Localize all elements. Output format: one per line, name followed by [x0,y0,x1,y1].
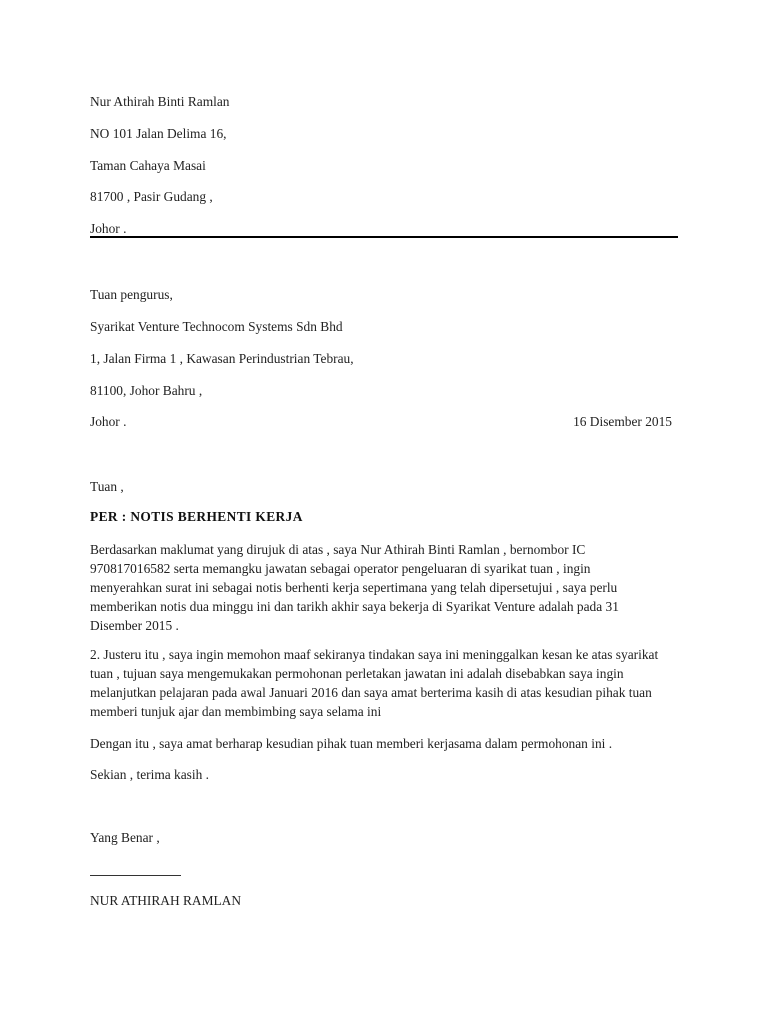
sender-address-line-1: NO 101 Jalan Delima 16, [90,126,227,141]
sender-address-line-2: Taman Cahaya Masai [90,158,206,173]
paragraph-1-line: memberikan notis dua minggu ini dan tarikh akhir saya bekerja di Syarikat Venture adalah pada 31 [90,599,619,614]
paragraph-3: Dengan itu , saya amat berharap kesudian pihak tuan memberi kerjasama dalam permohonan ini . [90,736,613,751]
signature-line [90,875,181,876]
closing-phrase: Yang Benar , [90,830,160,845]
header-divider [90,236,678,238]
paragraph-2-line: 2. Justeru itu , saya ingin memohon maaf sekiranya tindakan saya ini meninggalkan kesan ke atas syarikat [90,647,659,662]
paragraph-2-line: tuan , tujuan saya mengemukakan permohonan perletakan jawatan ini adalah disebabkan saya ingin [90,666,624,681]
sender-name: Nur Athirah Binti Ramlan [90,94,230,109]
paragraph-1-line: 970817016582 serta memangku jawatan sebagai operator pengeluaran di syarikat tuan , ingin [90,561,591,576]
recipient-address-line-1: 1, Jalan Firma 1 , Kawasan Perindustrian Tebrau, [90,351,354,366]
recipient-company: Syarikat Venture Technocom Systems Sdn Bhd [90,319,343,334]
paragraph-2 [90,645,690,721]
paragraph-2-line: memberi tunjuk ajar dan membimbing saya selama ini [90,704,382,719]
paragraph-1-line: Disember 2015 . [90,618,179,633]
letter-date: 16 Disember 2015 [573,414,672,429]
paragraph-4: Sekian , terima kasih . [90,767,209,782]
recipient-address-line-3: Johor . [90,414,127,429]
paragraph-1-line: Berdasarkan maklumat yang dirujuk di atas , saya Nur Athirah Binti Ramlan , bernombor IC [90,542,586,557]
signatory-name: NUR ATHIRAH RAMLAN [90,893,242,908]
paragraph-1-line: menyerahkan surat ini sebagai notis berhenti kerja sepertimana yang telah dipersetujui , saya perlu [90,580,618,595]
greeting: Tuan , [90,479,124,494]
paragraph-1 [90,540,690,635]
letter-subject: PER : NOTIS BERHENTI KERJA [90,509,303,524]
paragraph-2-line: melanjutkan pelajaran pada awal Januari 2016 dan saya amat berterima kasih di atas kesudian pihak tuan [90,685,652,700]
sender-address-line-3: 81700 , Pasir Gudang , [90,189,213,204]
recipient-title: Tuan pengurus, [90,287,173,302]
sender-address-line-4: Johor . [90,221,127,236]
recipient-address-line-2: 81100, Johor Bahru , [90,383,203,398]
